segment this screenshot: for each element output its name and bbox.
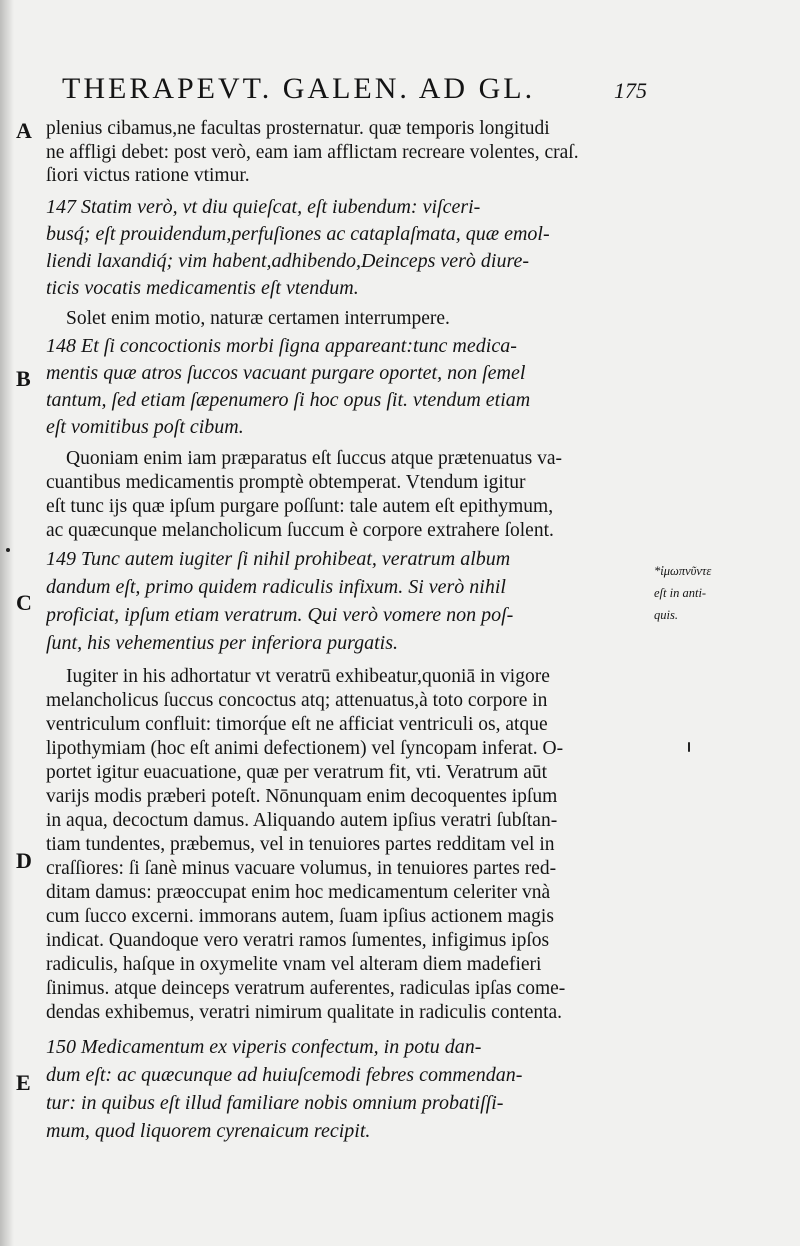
commentary-line: ditam damus: præoccupat enim hoc medicamentum celeriter vnà <box>46 882 551 903</box>
aphorism-150-line: dum eſt: ac quæcunque ad huiuſcemodi febres commendan- <box>46 1064 523 1086</box>
aphorism-150-line: tur: in quibus eſt illud familiare nobis omnium probatiſſi- <box>46 1092 504 1114</box>
marginal-note-line: *ἰμωπνῦντε <box>654 564 712 578</box>
commentary-line: Iugiter in his adhortatur vt veratrū exhibeatur,quoniā in vigore <box>66 666 550 687</box>
commentary-line: dendas exhibemus, veratri nimirum qualitate in radiculis contenta. <box>46 1002 563 1023</box>
commentary-line: varijs modis præberi poteſt. Nōnunquam enim decoquentes ipſum <box>46 786 558 807</box>
running-head: THERAPEVT. GALEN. AD GL. <box>62 72 536 105</box>
commentary-line: portet igitur euacuatione, quæ per veratrum fit, vti. Veratrum aūt <box>46 762 548 783</box>
aphorism-149-line: dandum eſt, primo quidem radiculis infixum. Si verò nihil <box>46 576 506 598</box>
margin-letter-e: E <box>16 1070 31 1095</box>
commentary-line: indicat. Quandoque vero veratri ramos ſumentes, infigimus ipſos <box>46 930 550 951</box>
margin-letter-b: B <box>16 366 31 391</box>
aphorism-150-line: mum, quod liquorem cyrenaicum recipit. <box>46 1120 371 1142</box>
aphorism-149-line: proficiat, ipſum etiam veratrum. Qui verò vomere non poſ- <box>46 604 514 626</box>
aphorism-149-line: ſunt, his vehementius per inferiora purgatis. <box>46 632 399 654</box>
commentary-line: lipothymiam (hoc eſt animi defectionem) vel ſyncopam inferat. O- <box>46 738 564 759</box>
aphorism-148-line: tantum, ſed etiam ſæpenumero ſi hoc opus ſit. vtendum etiam <box>46 389 531 411</box>
commentary-line: eſt tunc ijs quæ ipſum purgare poſſunt: tale autem eſt epithymum, <box>46 496 554 517</box>
commentary-line: craſſiores: ſi ſanè minus vacuare volumus, in tenuiores partes red- <box>46 858 557 879</box>
commentary-line: radiculis, haſque in oxymelite vnam vel alteram diem madefieri <box>46 954 542 975</box>
text-line: plenius cibamus,ne facultas prosternatur. quæ temporis longitudi <box>46 118 550 139</box>
commentary-line: cuantibus medicamentis promptè obtemperat. Vtendum igitur <box>46 472 526 493</box>
commentary-line: Solet enim motio, naturæ certamen interrumpere. <box>66 308 450 329</box>
commentary-line: Quoniam enim iam præparatus eſt ſuccus atque prætenuatus va- <box>66 448 563 469</box>
aphorism-148-line: mentis quæ atros ſuccos vacuant purgare oportet, non ſemel <box>46 362 526 384</box>
margin-letter-d: D <box>16 848 32 873</box>
marginal-note-line: quis. <box>654 608 678 622</box>
commentary-line: melancholicus ſuccus concoctus atq; attenuatus,à toto corpore in <box>46 690 548 711</box>
commentary-line: tiam tundentes, præbemus, vel in tenuiores partes redditam vel in <box>46 834 555 855</box>
aphorism-147-line: 147 Statim verò, vt diu quieſcat, eſt iubendum: viſceri- <box>46 196 481 218</box>
marginal-note-line: eſt in anti- <box>654 586 707 600</box>
commentary-line: ventriculum confluit: timorq́ue eſt ne afficiat ventriculi os, atque <box>46 714 548 735</box>
gutter-shadow <box>0 0 14 1246</box>
aphorism-150-line: 150 Medicamentum ex viperis confectum, in potu dan- <box>46 1036 482 1058</box>
commentary-line: ac quæcunque melancholicum ſuccum è corpore extrahere ſolent. <box>46 520 554 541</box>
aphorism-147-line: ticis vocatis medicamentis eſt vtendum. <box>46 277 359 299</box>
text-line: ſiori victus ratione vtimur. <box>46 165 250 186</box>
aphorism-147-line: liendi laxandiq́; vim habent,adhibendo,Deinceps verò diure- <box>46 250 530 272</box>
margin-letter-c: C <box>16 590 32 615</box>
aphorism-148-line: 148 Et ſi concoctionis morbi ſigna appareant:tunc medica- <box>46 335 517 357</box>
aphorism-148-line: eſt vomitibus poſt cibum. <box>46 416 244 438</box>
ink-speck <box>6 548 10 552</box>
aphorism-149-line: 149 Tunc autem iugiter ſi nihil prohibeat, veratrum album <box>46 548 511 570</box>
commentary-line: in aqua, decoctum damus. Aliquando autem ipſius veratri ſubſtan- <box>46 810 558 831</box>
margin-letter-a: A <box>16 118 32 143</box>
commentary-line: ſinimus. atque deinceps veratrum auferentes, radiculas ipſas come- <box>46 978 566 999</box>
page-number: 175 <box>614 78 647 103</box>
text-line: ne affligi debet: post verò, eam iam afflictam recreare volentes, craſ. <box>46 142 579 163</box>
commentary-line: cum ſucco excerni. immorans autem, ſuam ipſius actionem magis <box>46 906 554 927</box>
ink-speck <box>688 742 690 752</box>
page-header <box>62 72 662 108</box>
aphorism-147-line: busq́; eſt prouidendum,perfuſiones ac cataplaſmata, quæ emol- <box>46 223 550 245</box>
marginal-note <box>654 560 794 626</box>
